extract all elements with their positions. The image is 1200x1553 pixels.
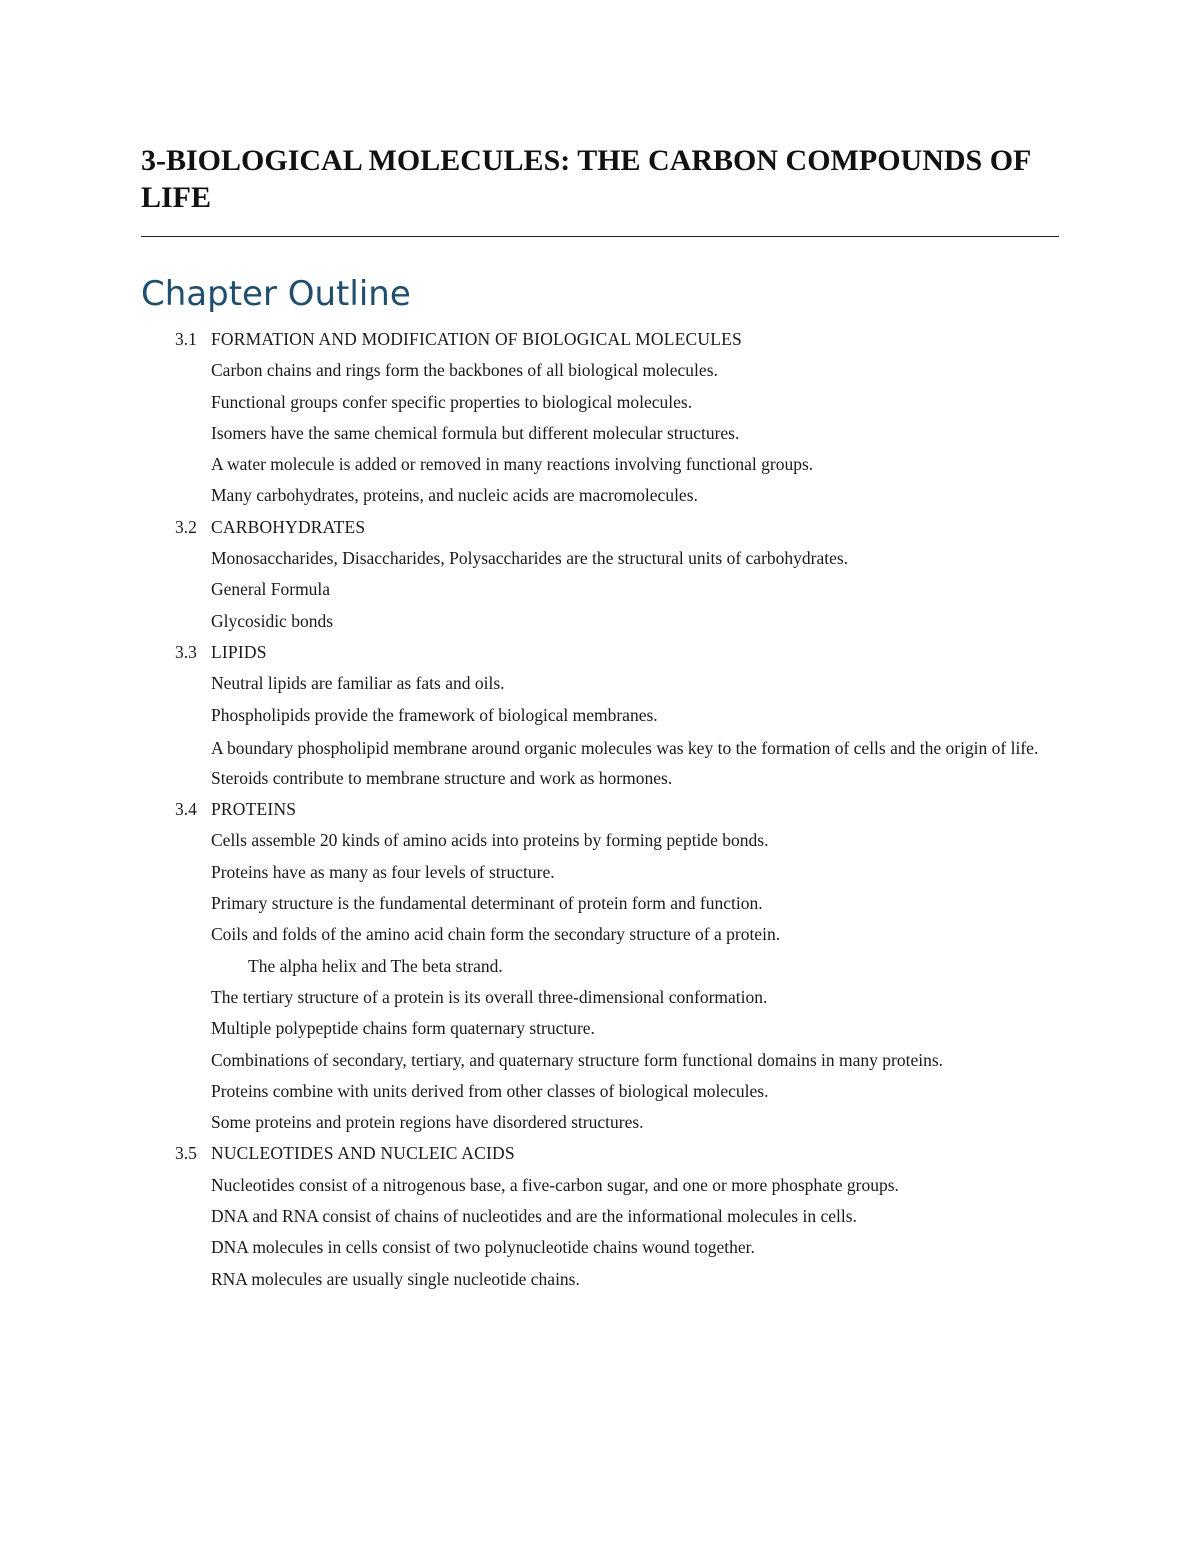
section-heading: [0, 1138, 1200, 1169]
outline-item: Primary structure is the fundamental determinant of protein form and function.: [211, 893, 763, 914]
outline-item: Nucleotides consist of a nitrogenous base, a five-carbon sugar, and one or more phosphate groups.: [211, 1174, 899, 1195]
section-heading: [0, 324, 1200, 355]
outline-item: Carbon chains and rings form the backbones of all biological molecules.: [211, 360, 718, 381]
outline-item: A water molecule is added or removed in many reactions involving functional groups.: [211, 454, 814, 475]
outline-item: Steroids contribute to membrane structure and work as hormones.: [211, 767, 673, 788]
outline-item: RNA molecules are usually single nucleotide chains.: [211, 1268, 580, 1289]
document-title: 3-BIOLOGICAL MOLECULES: THE CARBON COMPOUNDS OF LIFE: [141, 144, 1031, 214]
section-heading: [0, 637, 1200, 668]
outline-item: Neutral lipids are familiar as fats and oils.: [211, 673, 505, 694]
outline-item: Glycosidic bonds: [211, 610, 334, 631]
section-number: 3.5: [175, 1143, 197, 1164]
outline-item: Multiple polypeptide chains form quaternary structure.: [211, 1018, 595, 1039]
outline-subitem: The alpha helix and The beta strand.: [248, 955, 503, 976]
outline-item: Functional groups confer specific properties to biological molecules.: [211, 391, 693, 412]
outline-item: Phospholipids provide the framework of biological membranes.: [211, 704, 658, 725]
outline-item: General Formula: [211, 579, 331, 600]
outline-item: Proteins combine with units derived from other classes of biological molecules.: [211, 1080, 769, 1101]
section-title: LIPIDS: [211, 641, 267, 662]
outline-item: Some proteins and protein regions have disordered structures.: [211, 1112, 644, 1133]
section-number: 3.4: [175, 799, 197, 820]
section-title: PROTEINS: [211, 799, 297, 820]
outline-item: DNA molecules in cells consist of two polynucleotide chains wound together.: [211, 1237, 755, 1258]
outline-item: Isomers have the same chemical formula but different molecular structures.: [211, 422, 740, 443]
outline-item: Coils and folds of the amino acid chain form the secondary structure of a protein.: [211, 924, 781, 945]
section-heading: [0, 794, 1200, 825]
outline-item: Many carbohydrates, proteins, and nucleic acids are macromolecules.: [211, 485, 698, 506]
section-number: 3.3: [175, 641, 197, 662]
chapter-outline: [0, 324, 1200, 1295]
section-title: NUCLEOTIDES AND NUCLEIC ACIDS: [211, 1143, 515, 1164]
outline-heading: Chapter Outline: [141, 274, 411, 314]
section-heading: [0, 512, 1200, 543]
title-divider: [141, 236, 1059, 237]
outline-item: Proteins have as many as four levels of structure.: [211, 861, 555, 882]
outline-item: A boundary phospholipid membrane around organic molecules was key to the formation of cells and the origin of life.: [211, 737, 1039, 758]
outline-item: Monosaccharides, Disaccharides, Polysaccharides are the structural units of carbohydrates.: [211, 548, 849, 569]
section-title: FORMATION AND MODIFICATION OF BIOLOGICAL MOLECULES: [211, 329, 742, 349]
outline-item: The tertiary structure of a protein is its overall three-dimensional conformation.: [211, 986, 768, 1007]
outline-item: Combinations of secondary, tertiary, and quaternary structure form functional domains in many proteins.: [211, 1049, 944, 1070]
section-number: 3.1: [175, 329, 197, 349]
section-number: 3.2: [175, 516, 197, 537]
outline-item: Cells assemble 20 kinds of amino acids into proteins by forming peptide bonds.: [211, 830, 769, 851]
section-title: CARBOHYDRATES: [211, 516, 366, 537]
outline-item: DNA and RNA consist of chains of nucleotides and are the informational molecules in cells.: [211, 1206, 857, 1227]
